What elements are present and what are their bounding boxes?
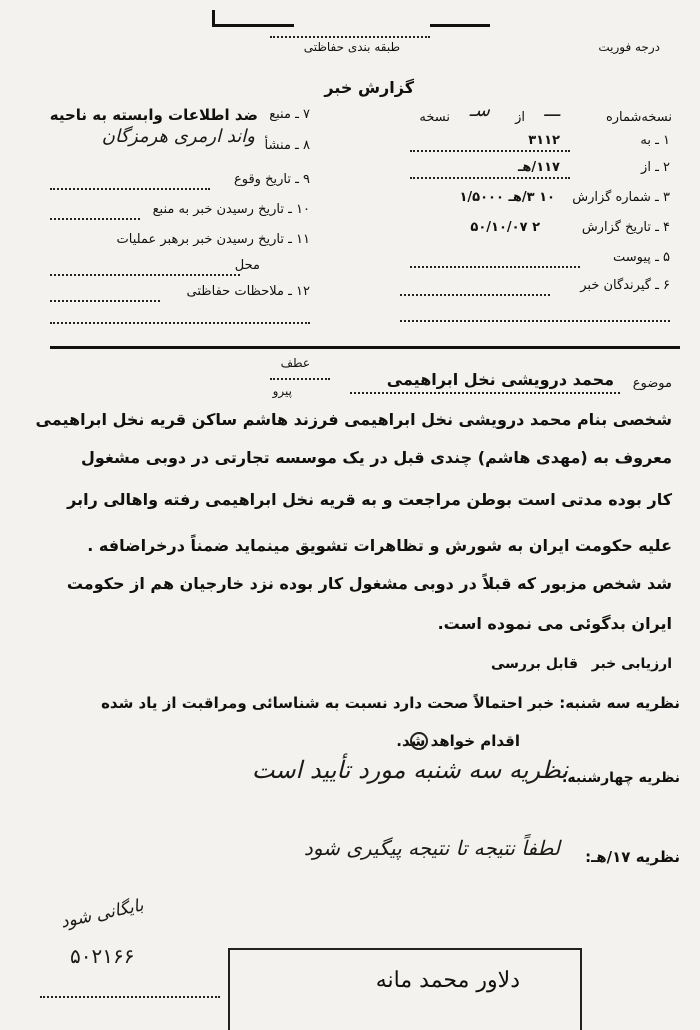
archive-handwritten-note: بایگانی شود (58, 895, 146, 933)
reference-label: عطف (280, 356, 310, 370)
field-11-label: ۱۱ ـ تاریخ رسیدن خبر برهبر عملیات (116, 232, 310, 247)
field-3-label: ۳ ـ شماره گزارش (572, 190, 670, 205)
copy-number-label: نسخه‌شماره (605, 110, 672, 125)
subject-value: محمد درویشی نخل ابراهیمی (386, 370, 614, 389)
evaluation-value: قابل بررسی (490, 656, 578, 672)
field-2-dotted-line (410, 177, 570, 179)
follow-up-label: پیرو (272, 384, 292, 398)
field-9-dotted-line (50, 188, 210, 190)
form-title: گزارش خبر (324, 78, 414, 97)
body-line-4: علیه حکومت ایران به شورش و تظاهرات تشویق مینماید ضمناً درخراضافه . (87, 536, 672, 555)
body-line-2: معروف به (مهدی هاشم) چندی قبل در یک موسسه تجارتی در دوبی مشغول (81, 448, 672, 467)
body-line-6: ایران بدگوئی می نموده است. (437, 614, 672, 633)
field-7-label: ۷ ـ منبع (269, 107, 310, 122)
field-1-label: ۱ ـ به (640, 133, 670, 148)
footer-dotted-line (40, 996, 220, 998)
field-6-dotted-line-2 (400, 320, 670, 322)
archive-handwritten-number: ۵۰۲۱۶۶ (70, 944, 135, 968)
reference-dotted-line (270, 378, 330, 380)
opinion-wednesday-handwritten: نظریه سه شنبه مورد تأیید است (251, 756, 568, 784)
copy-total-mark: سـ (469, 100, 490, 121)
opinion-17-handwritten: لطفاً نتیجه تا نتیجه پیگیری شود (303, 836, 560, 860)
priority-label: درجه فوریت (598, 40, 660, 54)
top-edge-tick (212, 10, 215, 26)
top-edge-line (430, 24, 490, 27)
field-11-continuation: محل (234, 258, 260, 273)
opinion-17-label: نظریه ۱۷/هـ: (585, 848, 680, 866)
body-line-5: شد شخص مزبور که قبلاً در دوبی مشغول کار بوده نزد خارجیان هم از حکومت (66, 574, 672, 593)
evaluation-label: ارزیابی خبر (591, 656, 672, 672)
field-9-label: ۹ ـ تاریخ وقوع (233, 172, 310, 187)
top-edge-line (212, 24, 294, 27)
field-7-value: ضد اطلاعات وابسته به ناحیه (49, 106, 258, 124)
body-line-1: شخصی بنام محمد درویشی نخل ابراهیمی فرزند هاشم ساکن قریه نخل ابراهیمی (35, 410, 672, 429)
field-5-label: ۵ ـ پیوست (613, 250, 670, 265)
opinion-tuesday-line-1: نظریه سه شنبه: خبر احتمالاً صحت دارد نسبت به شناسائی ومراقبت از یاد شده (101, 694, 680, 712)
field-5-dotted-line (410, 266, 580, 268)
signature-circle-mark (410, 732, 428, 750)
field-3-value: ۱۰ ۳/هـ ۱/۵۰۰۰ (459, 190, 555, 205)
name-stamp (228, 948, 582, 1030)
opinion-wednesday-label: نظریه چهارشنبه: (561, 770, 680, 786)
field-12-label: ۱۲ ـ ملاحظات حفاظتی (186, 284, 310, 299)
section-separator (50, 346, 680, 349)
field-2-value: ۱۱۷/هـ (517, 160, 560, 175)
field-1-dotted-line (410, 150, 570, 152)
body-line-3: کار بوده مدتی است بوطن مراجعت و به قریه نخل ابراهیمی رفته واهالی رابر (67, 490, 672, 509)
field-2-label: ۲ ـ از (641, 160, 670, 175)
classification-label: طبقه بندی حفاظتی (303, 40, 400, 54)
field-6-label: ۶ ـ گیرندگان خبر (580, 278, 670, 293)
field-8-label: ۸ ـ منشأ (264, 138, 310, 153)
field-11-dotted-line (50, 274, 240, 276)
field-10-dotted-line (50, 218, 140, 220)
field-1-value: ۳۱۱۲ (528, 133, 560, 148)
copy-word-label: نسخه (419, 110, 450, 125)
field-10-label: ۱۰ ـ تاریخ رسیدن خبر به منبع (152, 202, 310, 217)
field-4-value: ۲ ۵۰/۱۰/۰۷ (470, 220, 540, 235)
field-6-dotted-line (400, 294, 550, 296)
field-12-dotted-line (50, 300, 160, 302)
copy-of-label: از (515, 110, 525, 125)
field-8-value: واند ارمری هرمزگان (101, 126, 255, 147)
subject-label: موضوع (632, 376, 672, 391)
opinion-tuesday-line-2: اقدام خواهد شد. (396, 732, 520, 750)
classification-dotted-line (270, 36, 430, 38)
field-4-label: ۴ ـ تاریخ گزارش (581, 220, 670, 235)
field-12-dotted-line-2 (50, 322, 310, 324)
stamp-text: دلاور محمد مانه (375, 968, 520, 993)
copy-number-mark: ـــ (544, 100, 560, 121)
subject-dotted-line (350, 392, 620, 394)
